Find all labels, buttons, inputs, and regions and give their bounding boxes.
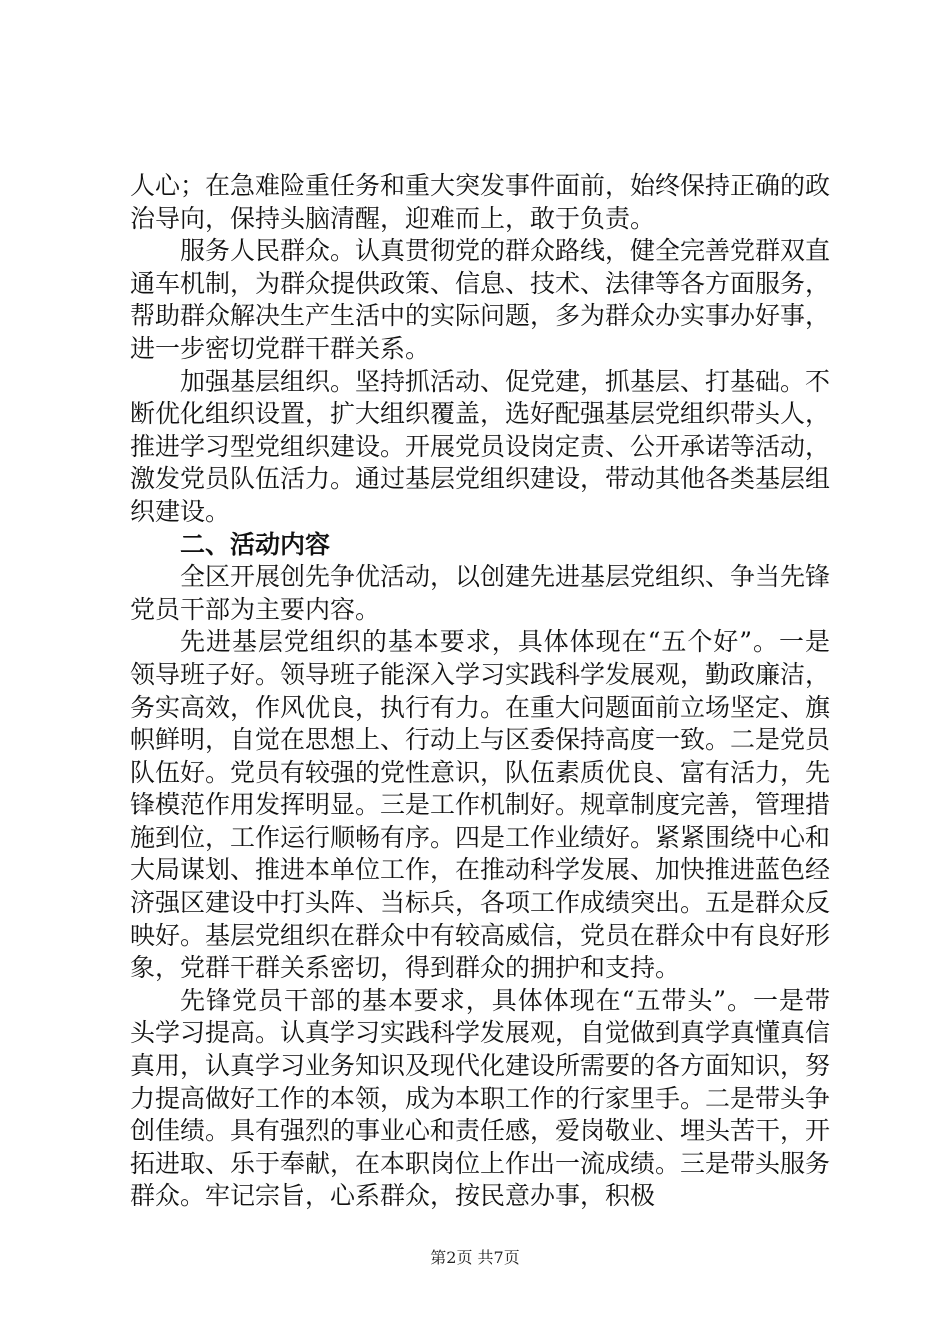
paragraph-serve-people: 服务人民群众。认真贯彻党的群众路线，健全完善党群双直通车机制，为群众提供政策、信息、技术、法律等各方面服务，帮助群众解决生产生活中的实际问题，多为群众办实事办好事，进一步密切党群干群关系。	[130, 236, 831, 363]
paragraph-continuation: 人心；在急难险重任务和重大突发事件面前，始终保持正确的政治导向，保持头脑清醒，迎难而上，敢于负责。	[130, 171, 831, 233]
document-body	[130, 170, 830, 1213]
section-heading-activity-content: 二、活动内容	[180, 529, 331, 559]
paragraph-five-leads: 先锋党员干部的基本要求，具体体现在“五带头”。一是带头学习提高。认真学习实践科学发展观，自觉做到真学真懂真信真用，认真学习业务知识及现代化建设所需要的各方面知识，努力提高做好工作的本领，成为本职工作的行家里手。二是带头争创佳绩。具有强烈的事业心和责任感，爱岗敬业、埋头苦干，开拓进取、乐于奉献，在本职岗位上作出一流成绩。三是带头服务群众。牢记宗旨，心系群众，按民意办事，积极	[130, 985, 831, 1211]
paragraph-activity-intro: 全区开展创先争优活动，以创建先进基层党组织、争当先锋党员干部为主要内容。	[130, 562, 831, 624]
paragraph-five-goods: 先进基层党组织的基本要求，具体体现在“五个好”。一是领导班子好。领导班子能深入学习实践科学发展观，勤政廉洁，务实高效，作风优良，执行有力。在重大问题面前立场坚定、旗帜鲜明，自觉在思想上、行动上与区委保持高度一致。二是党员队伍好。党员有较强的党性意识，队伍素质优良、富有活力，先锋模范作用发挥明显。三是工作机制好。规章制度完善，管理措施到位，工作运行顺畅有序。四是工作业绩好。紧紧围绕中心和大局谋划、推进本单位工作，在推动科学发展、加快推进蓝色经济强区建设中打头阵、当标兵，各项工作成绩突出。五是群众反映好。基层党组织在群众中有较高威信，党员在群众中有良好形象，党群干群关系密切，得到群众的拥护和支持。	[130, 627, 831, 983]
page-footer: 第2页 共7页	[430, 1248, 520, 1267]
paragraph-grassroots-organization: 加强基层组织。坚持抓活动、促党建，抓基层、打基础。不断优化组织设置，扩大组织覆盖，选好配强基层党组织带头人，推进学习型党组织建设。开展党员设岗定责、公开承诺等活动，激发党员队伍活力。通过基层党组织建设，带动其他各类基层组织建设。	[130, 366, 831, 526]
